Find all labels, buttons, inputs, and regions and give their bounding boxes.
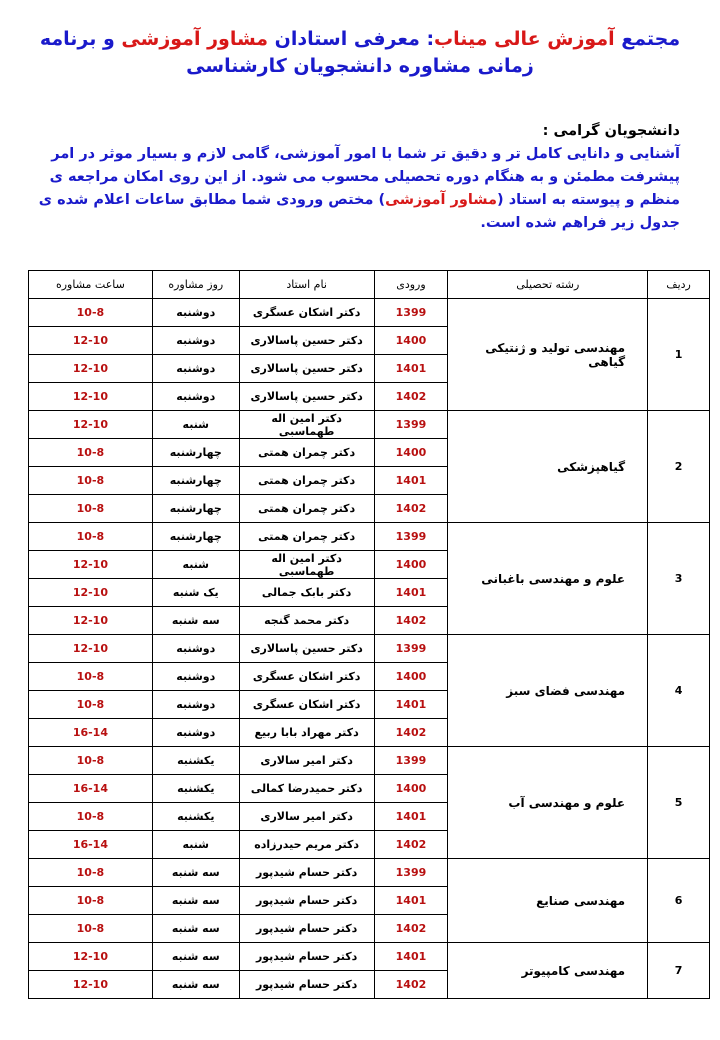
table-body xyxy=(29,299,710,999)
cell-radif: 6 xyxy=(648,859,710,943)
cell-professor: دکتر چمران همتی xyxy=(239,467,374,495)
intro-text: ) مختص ورودی شما مطابق ساعات اعلام شده ی جدول زیر فراهم شده است. xyxy=(38,192,680,231)
cell-major: مهندسی کامپیوتر xyxy=(448,943,648,999)
greeting: دانشجویان گرامی : xyxy=(542,123,680,139)
cell-day: چهارشنبه xyxy=(152,467,239,495)
cell-day: سه شنبه xyxy=(152,943,239,971)
cell-entry: 1401 xyxy=(374,803,448,831)
cell-hours: 10-8 xyxy=(29,859,153,887)
header-major: رشته تحصیلی xyxy=(448,271,648,299)
cell-day: دوشنبه xyxy=(152,327,239,355)
cell-entry: 1401 xyxy=(374,943,448,971)
cell-day: سه شنبه xyxy=(152,971,239,999)
cell-day: دوشنبه xyxy=(152,719,239,747)
cell-entry: 1400 xyxy=(374,775,448,803)
title-part: مجتمع xyxy=(614,28,681,50)
cell-entry: 1400 xyxy=(374,439,448,467)
page-title xyxy=(20,26,700,80)
cell-hours: 12-10 xyxy=(29,411,153,439)
cell-major: علوم و مهندسی باغبانی xyxy=(448,523,648,635)
cell-hours: 12-10 xyxy=(29,327,153,355)
title-line-2: زمانی مشاوره دانشجویان کارشناسی xyxy=(186,55,534,77)
cell-hours: 10-8 xyxy=(29,467,153,495)
cell-professor: دکتر امیر سالاری xyxy=(239,747,374,775)
cell-day: دوشنبه xyxy=(152,663,239,691)
cell-major: مهندسی صنایع xyxy=(448,859,648,943)
cell-day: سه شنبه xyxy=(152,887,239,915)
cell-hours: 16-14 xyxy=(29,831,153,859)
cell-day: شنبه xyxy=(152,411,239,439)
cell-entry: 1401 xyxy=(374,579,448,607)
cell-entry: 1401 xyxy=(374,467,448,495)
cell-entry: 1402 xyxy=(374,971,448,999)
table-row xyxy=(29,411,710,439)
cell-professor: دکتر محمد گنجه xyxy=(239,607,374,635)
cell-professor: دکتر حسین پاسالاری xyxy=(239,355,374,383)
cell-hours: 10-8 xyxy=(29,915,153,943)
cell-hours: 16-14 xyxy=(29,775,153,803)
cell-entry: 1401 xyxy=(374,355,448,383)
cell-radif: 4 xyxy=(648,635,710,747)
title-part: و برنامه xyxy=(39,28,122,50)
cell-professor: دکتر حسام شیدپور xyxy=(239,943,374,971)
cell-hours: 10-8 xyxy=(29,495,153,523)
cell-hours: 10-8 xyxy=(29,299,153,327)
cell-hours: 10-8 xyxy=(29,663,153,691)
header-day: روز مشاوره xyxy=(152,271,239,299)
cell-day: دوشنبه xyxy=(152,635,239,663)
cell-entry: 1400 xyxy=(374,663,448,691)
cell-professor: دکتر حسام شیدپور xyxy=(239,887,374,915)
cell-professor: دکتر حمیدرضا کمالی xyxy=(239,775,374,803)
cell-professor: دکتر اشکان عسگری xyxy=(239,299,374,327)
cell-entry: 1402 xyxy=(374,831,448,859)
advisor-term: مشاور آموزشی xyxy=(121,28,269,50)
advisor-schedule-table xyxy=(28,270,710,999)
cell-major: علوم و مهندسی آب xyxy=(448,747,648,859)
cell-entry: 1402 xyxy=(374,915,448,943)
cell-major: مهندسی فضای سبز xyxy=(448,635,648,747)
cell-hours: 10-8 xyxy=(29,803,153,831)
header-hours: ساعت مشاوره xyxy=(29,271,153,299)
cell-day: دوشنبه xyxy=(152,383,239,411)
cell-entry: 1402 xyxy=(374,607,448,635)
cell-hours: 12-10 xyxy=(29,355,153,383)
cell-hours: 12-10 xyxy=(29,383,153,411)
table-row xyxy=(29,523,710,551)
table-row xyxy=(29,943,710,971)
cell-day: چهارشنبه xyxy=(152,439,239,467)
cell-entry: 1399 xyxy=(374,411,448,439)
cell-radif: 2 xyxy=(648,411,710,523)
cell-professor: دکتر بابک جمالی xyxy=(239,579,374,607)
intro-body xyxy=(36,143,680,235)
cell-hours: 16-14 xyxy=(29,719,153,747)
cell-day: شنبه xyxy=(152,831,239,859)
cell-entry: 1401 xyxy=(374,887,448,915)
cell-day: دوشنبه xyxy=(152,299,239,327)
cell-entry: 1399 xyxy=(374,523,448,551)
cell-professor: دکتر چمران همتی xyxy=(239,523,374,551)
cell-day: سه شنبه xyxy=(152,607,239,635)
cell-professor: دکتر امین اله طهماسبی xyxy=(239,551,374,579)
cell-day: دوشنبه xyxy=(152,691,239,719)
cell-professor: دکتر حسین پاسالاری xyxy=(239,383,374,411)
cell-major: مهندسی تولید و ژنتیکی گیاهی xyxy=(448,299,648,411)
table-row xyxy=(29,859,710,887)
cell-entry: 1400 xyxy=(374,551,448,579)
cell-professor: دکتر امیر سالاری xyxy=(239,803,374,831)
cell-day: یکشنبه xyxy=(152,803,239,831)
cell-major: گیاهپزشکی xyxy=(448,411,648,523)
cell-professor: دکتر حسین پاسالاری xyxy=(239,635,374,663)
cell-professor: دکتر چمران همتی xyxy=(239,439,374,467)
cell-hours: 10-8 xyxy=(29,747,153,775)
cell-entry: 1399 xyxy=(374,747,448,775)
cell-professor: دکتر حسام شیدپور xyxy=(239,915,374,943)
cell-hours: 10-8 xyxy=(29,691,153,719)
cell-hours: 12-10 xyxy=(29,551,153,579)
intro-highlight: مشاور آموزشی xyxy=(385,192,498,208)
cell-professor: دکتر حسام شیدپور xyxy=(239,859,374,887)
cell-hours: 12-10 xyxy=(29,635,153,663)
cell-professor: دکتر حسام شیدپور xyxy=(239,971,374,999)
cell-day: شنبه xyxy=(152,551,239,579)
cell-hours: 12-10 xyxy=(29,579,153,607)
cell-entry: 1400 xyxy=(374,327,448,355)
cell-radif: 3 xyxy=(648,523,710,635)
cell-entry: 1399 xyxy=(374,859,448,887)
cell-entry: 1402 xyxy=(374,719,448,747)
cell-day: سه شنبه xyxy=(152,915,239,943)
cell-hours: 10-8 xyxy=(29,887,153,915)
cell-entry: 1402 xyxy=(374,495,448,523)
cell-hours: 10-8 xyxy=(29,439,153,467)
cell-hours: 12-10 xyxy=(29,607,153,635)
institution-name: آموزش عالی میناب xyxy=(434,28,615,50)
cell-professor: دکتر مریم حیدرزاده xyxy=(239,831,374,859)
cell-professor: دکتر اشکان عسگری xyxy=(239,691,374,719)
cell-professor: دکتر مهراد بابا ربیع xyxy=(239,719,374,747)
cell-professor: دکتر اشکان عسگری xyxy=(239,663,374,691)
cell-hours: 12-10 xyxy=(29,943,153,971)
cell-entry: 1401 xyxy=(374,691,448,719)
cell-entry: 1399 xyxy=(374,299,448,327)
table-row xyxy=(29,747,710,775)
cell-day: چهارشنبه xyxy=(152,523,239,551)
cell-day: یک شنبه xyxy=(152,579,239,607)
cell-day: یکشنبه xyxy=(152,775,239,803)
intro-paragraph xyxy=(36,120,680,235)
cell-day: چهارشنبه xyxy=(152,495,239,523)
cell-professor: دکتر چمران همتی xyxy=(239,495,374,523)
header-professor: نام استاد xyxy=(239,271,374,299)
cell-radif: 7 xyxy=(648,943,710,999)
cell-professor: دکتر امین اله طهماسبی xyxy=(239,411,374,439)
cell-radif: 5 xyxy=(648,747,710,859)
header-entry: ورودی xyxy=(374,271,448,299)
cell-day: دوشنبه xyxy=(152,355,239,383)
cell-radif: 1 xyxy=(648,299,710,411)
table-header-row xyxy=(29,271,710,299)
cell-entry: 1399 xyxy=(374,635,448,663)
intro-text: آشنایی و دانایی کامل تر و دقیق تر شما با امور آموزشی، گامی لازم و بسیار موثر در امر پیشرفت مطمئن و به هنگام دوره تحصیلی محسوب می شود. از این روی امکان مراجعه ی منظم و پیوسته به استاد ( xyxy=(49,146,680,208)
cell-professor: دکتر حسین پاسالاری xyxy=(239,327,374,355)
cell-day: یکشنبه xyxy=(152,747,239,775)
title-part: : معرفی استادان xyxy=(268,28,435,50)
cell-day: سه شنبه xyxy=(152,859,239,887)
title-line-1 xyxy=(20,26,700,53)
cell-hours: 12-10 xyxy=(29,971,153,999)
table-row xyxy=(29,635,710,663)
header-radif: ردیف xyxy=(648,271,710,299)
table-row xyxy=(29,299,710,327)
cell-entry: 1402 xyxy=(374,383,448,411)
cell-hours: 10-8 xyxy=(29,523,153,551)
